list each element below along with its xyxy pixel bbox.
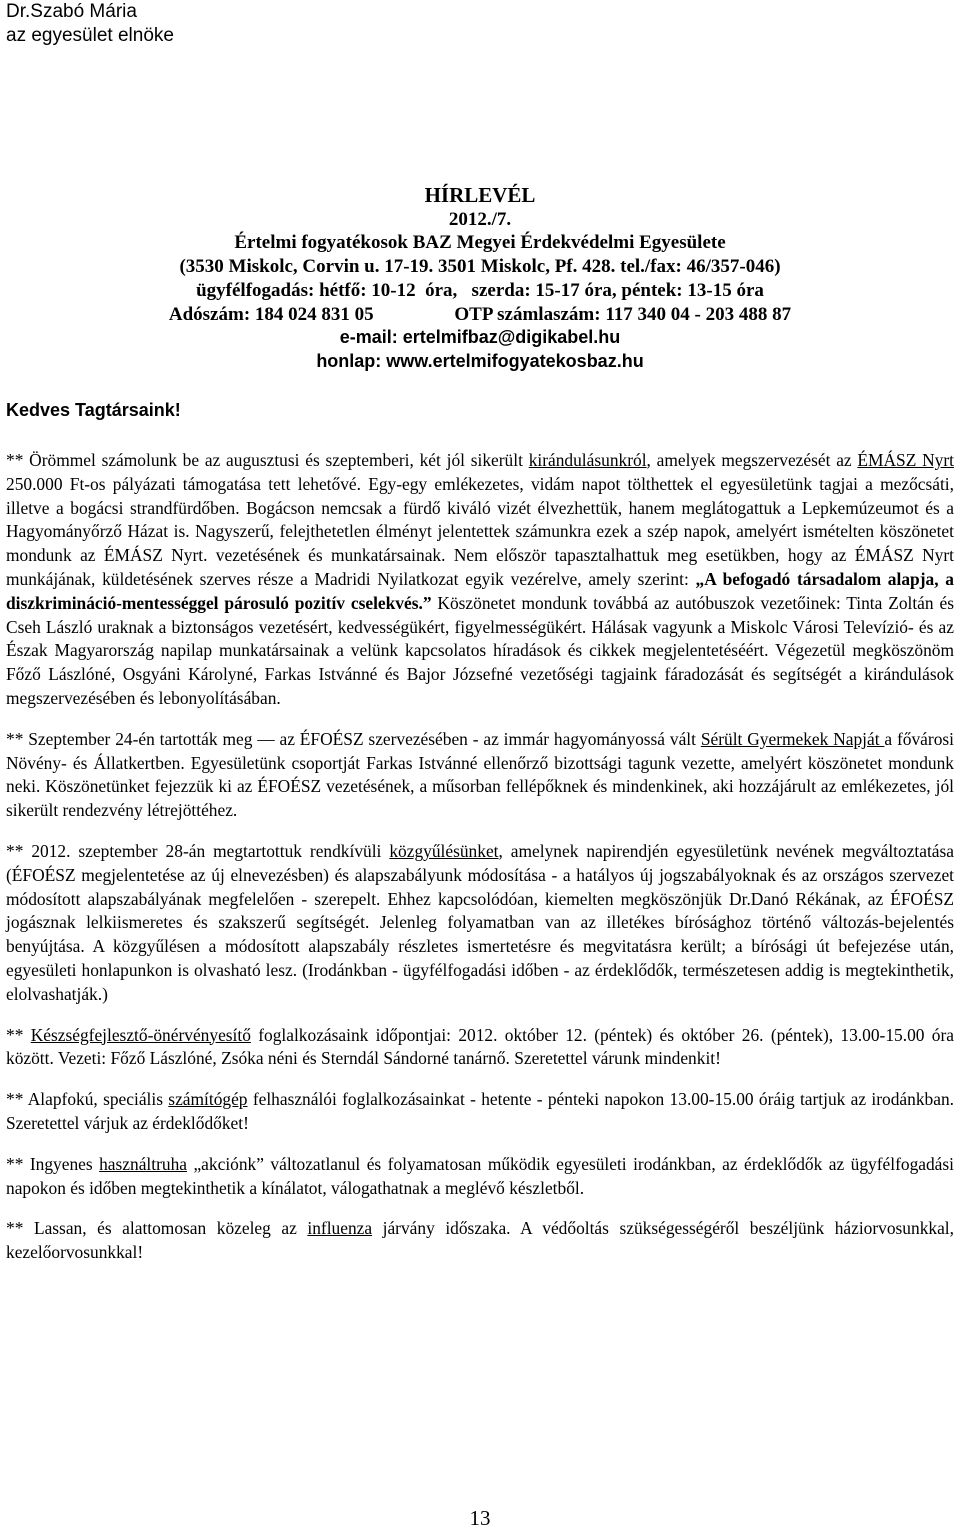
underlined-text: használtruha bbox=[99, 1153, 187, 1174]
paragraph-computer-course bbox=[6, 1088, 954, 1136]
organization-address: (3530 Miskolc, Corvin u. 17-19. 3501 Miskolc, Pf. 428. tel./fax: 46/357-046) bbox=[179, 256, 781, 278]
author-name: Dr.Szabó Mária bbox=[6, 1, 137, 22]
author-role: az egyesület elnöke bbox=[6, 25, 174, 46]
underlined-text: Sérült Gyermekek Napját bbox=[700, 728, 885, 749]
newsletter-issue: 2012./7. bbox=[448, 208, 512, 230]
newsletter-header bbox=[0, 184, 960, 374]
author-block bbox=[6, 0, 174, 48]
text: ** bbox=[6, 1024, 31, 1045]
underlined-text: kirándulásunkról bbox=[528, 450, 647, 470]
bold-quote: „A befogadó társadalom alapja, a diszkrimináció-mentességgel párosuló pozitív cselekvés.” bbox=[6, 568, 954, 613]
organization-name: Értelmi fogyatékosok BAZ Megyei Érdekvédelmi Egyesülete bbox=[234, 232, 726, 254]
paragraph-excursions bbox=[6, 449, 954, 711]
underlined-text: Készségfejlesztő-önérvényesítő bbox=[30, 1024, 251, 1045]
underlined-text: ÉMÁSZ Nyrt bbox=[857, 450, 954, 470]
text: „akciónk” változatlanul és folyamatosan működik egyesületi irodánkban, az érdeklődők az ügyfélfogadási napokon és időben megtekinthetik a kínálatot, válogathatnak a meglévő készletből. bbox=[6, 1153, 954, 1198]
paragraph-general-assembly bbox=[6, 840, 954, 1007]
text: Köszönetet mondunk továbbá az autóbuszok vezetőinek: Tinta Zoltán és Cseh László uraknak a biztonságos vezetésért, kedvességükért, figyelmességükért. Hálásak vagyunk a Miskolc Városi Televízió- és az Észak Magyarország napilap munkatársainak a velünk kapcsolatos híradások és cikkek megjelentetéséért. Végezetül megköszönöm Főző Lászlóné, Osgyáni Károlyné, Farkas Istvánné és Bajor Józsefné vezetőségi tagjaink fáradozását és segítségét a kirándulások megszervezésében és lebonyolításában. bbox=[6, 592, 954, 708]
text: a fővárosi Növény- és Állatkertben. Egyesületünk csoportját Farkas Istvánné ellenőrző bizottsági tagunk vezette, amelyért köszönetet mondunk neki. Köszönetünket fejezzük ki az ÉFOÉSZ vezetésének, a műsorban fellépőknek és mindenkinek, aki hozzájárult az emlékezetes, jól sikerült rendezvény létrejöttéhez. bbox=[6, 728, 954, 821]
text: foglalkozásaink időpontjai: 2012. október 12. (péntek) és október 26. (péntek), 13.00-15.00 óra között. Vezeti: Főző Lászlóné, Zsóka néni és Sterndál Sándorné tanárnő. Szeretettel várunk mindenkit! bbox=[6, 1024, 954, 1069]
underlined-text: közgyűlésünket bbox=[389, 840, 499, 861]
text: , amelyek megszervezését az bbox=[646, 450, 858, 470]
text: ** Szeptember 24-én tartották meg — az ÉFOÉSZ szervezésében - az immár hagyományossá vált bbox=[6, 728, 701, 749]
text: járvány időszaka. A védőoltás szükségességéről beszéljünk háziorvosunkkal, kezelőorvosunkkal! bbox=[6, 1218, 954, 1263]
office-hours: ügyfélfogadás: hétfő: 10-12 óra, szerda: 15-17 óra, péntek: 13-15 óra bbox=[196, 279, 764, 301]
article-body bbox=[6, 449, 954, 1282]
underlined-text: influenza bbox=[307, 1218, 373, 1239]
paragraph-used-clothing bbox=[6, 1153, 954, 1201]
underlined-text: számítógép bbox=[168, 1089, 248, 1110]
paragraph-childrens-day bbox=[6, 728, 954, 823]
text: , amelynek napirendjén egyesületünk nevének megváltoztatása (ÉFOÉSZ megjelentetése az új elnevezésben) és alapszabályunk módosítása - a hatályos új jogszabályoknak és az országos szervezet módosított alapszabályának megfelelően - szerepelt. Ehhez kapcsolódóan, kiemelten megköszönjük Dr.Danó Rékának, az ÉFOÉSZ jogásznak lelkiismeretes és szakszerű segítségét. Jelenleg folyamatban van az illetékes bírósághoz történő változás-bejelentés benyújtása. A közgyűlésen a módosított alapszabály részletes ismertetésre és megvitatásra került; a bírósági út befejezése után, egyesületi honlapunkon is olvasható lesz. (Irodánkban - ügyfélfogadási időben - az érdeklődők, természetesen addig is megtekinthetik, elolvashatják.) bbox=[6, 840, 954, 1004]
text: ** Alapfokú, speciális bbox=[6, 1089, 169, 1110]
greeting: Kedves Tagtársaink! bbox=[6, 400, 181, 420]
text: 250.000 Ft-os pályázati támogatása tett lehetővé. Egy-egy emlékezetes, vidám napot tölthettek el egyesületünk tagjai a mezőcsáti, illetve a bogácsi strandfürdőben. Bogácson nemcsak a fürdő kiváló vizét élvezhettük, hanem meglátogattuk a Lepkemúzeumot és a Hagyományőrző Házat is. Nagyszerű, felejthetetlen élményt jelentettek számunkra ezek a szép napok, amelyért ismételten köszönetet mondunk az ÉMÁSZ Nyrt. vezetésének és munkatársainak. Nem először tapasztalhattuk meg esetükben, hogy az ÉMÁSZ Nyrt munkájának, küldetésének szerves része a Madridi Nyilatkozat egyik vezérelve, amely szerint: bbox=[6, 473, 954, 589]
text: felhasználói foglalkozásainkat - hetente - pénteki napokon 13.00-15.00 óráig tartjuk az irodánkban. Szeretettel várjuk az érdeklődőket! bbox=[6, 1089, 955, 1133]
email-line: e-mail: ertelmifbaz@digikabel.hu bbox=[339, 327, 621, 348]
text: ** Ingyenes bbox=[6, 1153, 100, 1174]
paragraph-skills-sessions bbox=[6, 1024, 954, 1072]
page-number: 13 bbox=[469, 1506, 491, 1530]
text: ** Örömmel számolunk be az augusztusi és szeptemberi, két jól sikerült bbox=[6, 450, 529, 470]
text: ** 2012. szeptember 28-án megtartottuk rendkívüli bbox=[6, 840, 390, 861]
tax-bank-info: Adószám: 184 024 831 05 OTP számlaszám: 117 340 04 - 203 488 87 bbox=[168, 303, 792, 325]
newsletter-title: HÍRLEVÉL bbox=[424, 183, 536, 207]
website-line: honlap: www.ertelmifogyatekosbaz.hu bbox=[316, 350, 644, 371]
text: ** Lassan, és alattomosan közeleg az bbox=[6, 1218, 308, 1239]
paragraph-influenza bbox=[6, 1217, 954, 1265]
